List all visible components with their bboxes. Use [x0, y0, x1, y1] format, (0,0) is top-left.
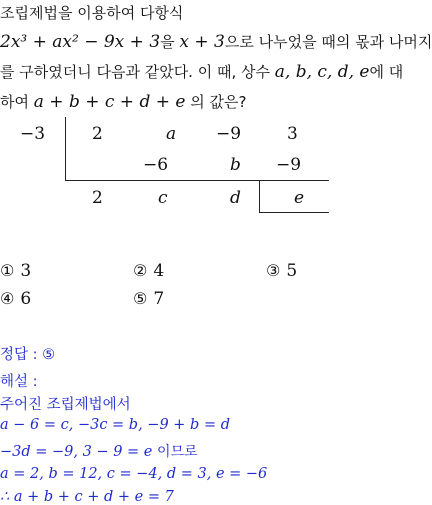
- row1-coef-3: −9: [216, 124, 242, 144]
- row3-value-1: 2: [92, 188, 103, 208]
- question-text: 하여: [0, 93, 29, 111]
- solution-equation-3: a = 2, b = 12, c = −4, d = 3, e = −6: [0, 466, 268, 482]
- row1-coef-1: 2: [92, 124, 103, 144]
- division-vertical-rule: [65, 117, 66, 180]
- choice-marker: ②: [133, 261, 148, 280]
- division-root: −3: [20, 124, 46, 144]
- choice-value: 7: [153, 289, 165, 309]
- answer-label: 정답 : ⑤: [0, 347, 56, 363]
- divisor-expression: x + 3: [179, 32, 225, 52]
- question-text: 으로 나누었을 때의 몫과 나머지: [224, 33, 432, 51]
- explanation-intro: 주어진 조립제법에서: [0, 397, 131, 413]
- constants-list: a, b, c, d, e: [274, 62, 370, 82]
- sum-expression: a + b + c + d + e: [33, 92, 186, 112]
- row2-value-2: b: [230, 155, 241, 175]
- polynomial-expression: 2x³ + ax² − 9x + 3: [0, 32, 161, 52]
- row3-value-2: c: [158, 188, 168, 208]
- solution-equation-2: [0, 441, 198, 461]
- remainder-box-bottom: [259, 212, 329, 213]
- remainder-value: e: [294, 188, 305, 208]
- solution-equation-2-math: −3d = −9, 3 − 9 = e: [0, 444, 153, 460]
- choice-marker: ④: [0, 289, 15, 308]
- choice-4[interactable]: [0, 289, 31, 309]
- choice-marker: ⑤: [133, 289, 148, 308]
- row1-coef-2: a: [166, 124, 177, 144]
- solution-equation-2-text: 이므로: [157, 444, 198, 460]
- choice-value: 3: [20, 261, 32, 281]
- solution-final-answer: ∴ a + b + c + d + e = 7: [0, 489, 174, 505]
- choice-value: 4: [153, 261, 165, 281]
- question-text: 에 대: [369, 63, 404, 81]
- choice-value: 5: [286, 261, 298, 281]
- question-text: 를 구하였더니 다음과 같았다. 이 때, 상수: [0, 63, 270, 81]
- solution-equation-1: a − 6 = c, −3c = b, −9 + b = d: [0, 417, 230, 433]
- synthetic-division: [0, 0, 400, 240]
- choice-1[interactable]: [0, 261, 31, 281]
- choice-2[interactable]: [133, 261, 164, 281]
- choice-value: 6: [20, 289, 32, 309]
- row3-value-3: d: [230, 188, 241, 208]
- remainder-box-left: [259, 181, 260, 213]
- choice-marker: ①: [0, 261, 15, 280]
- explanation-label: 해설 :: [0, 374, 38, 390]
- question-text: 의 값은?: [190, 93, 247, 111]
- division-horizontal-rule: [65, 180, 329, 181]
- question-text: 조립제법을 이용하여 다항식: [0, 4, 184, 22]
- row2-value-3: −9: [276, 155, 302, 175]
- choice-5[interactable]: [133, 289, 164, 309]
- row1-coef-4: 3: [287, 124, 298, 144]
- choice-3[interactable]: [266, 261, 297, 281]
- row2-value-1: −6: [143, 155, 169, 175]
- question-connector: 을: [160, 33, 175, 51]
- choice-marker: ③: [266, 261, 281, 280]
